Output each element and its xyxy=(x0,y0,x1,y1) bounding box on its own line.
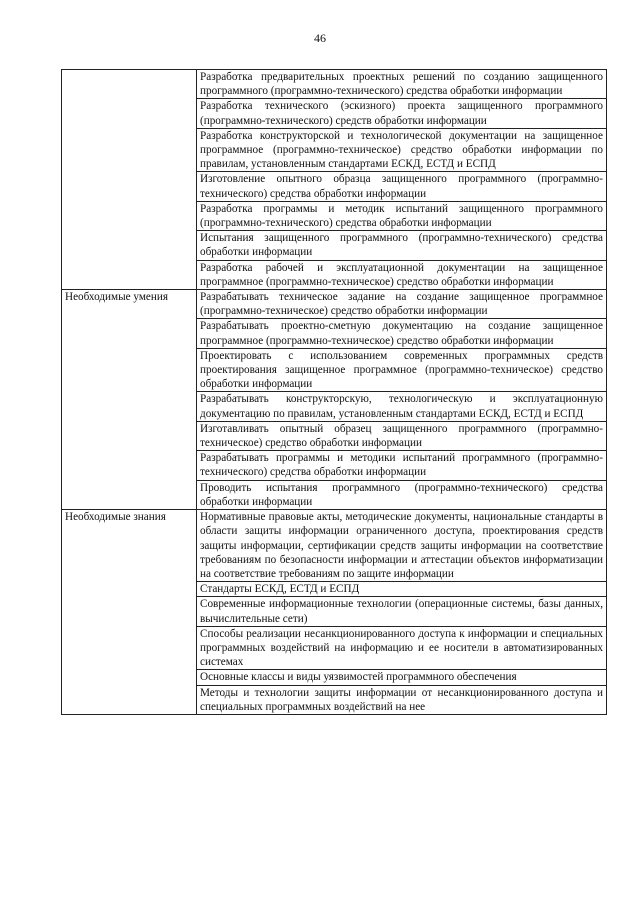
table-cell-text: Разработка технического (эскизного) проекта защищенного программного (программно-технического) средств обработки информации xyxy=(197,99,607,128)
table-cell-text: Разработка конструкторской и технологической документации на защищенное программное (программно-техническое) средство обработки информации по правилам, установленным стандартами ЕСКД, ЕСТД и ЕСПД xyxy=(197,128,607,172)
table-cell-text: Разработка программы и методик испытаний защищенного программного (программно-технического) средства обработки информации xyxy=(197,201,607,230)
table-cell-text: Изготавливать опытный образец защищенного программного (программно-техническое) средство обработки информации xyxy=(197,421,607,450)
table-cell-text: Изготовление опытного образца защищенного программного (программно-технического) средства обработки информации xyxy=(197,172,607,201)
table-cell-text: Способы реализации несанкционированного доступа к информации и специальных программных воздействий на информацию и ее носители в автоматизированных системах xyxy=(197,626,607,670)
table-cell-text: Разрабатывать конструкторскую, технологическую и эксплуатационную документацию по правилам, установленным стандартами ЕСКД, ЕСТД и ЕСПД xyxy=(197,392,607,421)
table-cell-text: Разработка рабочей и эксплуатационной документации на защищенное программное (программно-техническое) средство обработки информации xyxy=(197,260,607,289)
table-body xyxy=(62,70,607,715)
section-label: Необходимые умения xyxy=(62,290,197,510)
table-cell-text: Нормативные правовые акты, методические документы, национальные стандарты в области защиты информации ограниченного доступа, проектирования средств защиты информации, сертификации средств защиты информации на соответствие требованиям по безопасности информации и аттестации объектов информатизации на соответствие требованиям по защите информации xyxy=(197,510,607,582)
table-cell-text: Проводить испытания программного (программно-технического) средства обработки информации xyxy=(197,480,607,509)
table-cell-text: Основные классы и виды уязвимостей программного обеспечения xyxy=(197,670,607,685)
table-cell-text: Проектировать с использованием современных программных средств проектирования защищенное программное (программно-техническое) средство обработки информации xyxy=(197,348,607,392)
table-cell-text: Разрабатывать программы и методики испытаний программного (программно-технического) средства обработки информации xyxy=(197,451,607,480)
table-cell-text: Разработка предварительных проектных решений по созданию защищенного программного (программно-технического) средства обработки информации xyxy=(197,70,607,99)
page-number: 46 xyxy=(314,31,326,45)
section-label: Необходимые знания xyxy=(62,510,197,715)
table-cell-text: Испытания защищенного программного (программно-технического) средства обработки информации xyxy=(197,231,607,260)
table-cell-text: Разрабатывать техническое задание на создание защищенное программное (программно-техническое) средство обработки информации xyxy=(197,290,607,319)
competency-table xyxy=(61,69,607,715)
table-cell-text: Современные информационные технологии (операционные системы, базы данных, вычислительные сети) xyxy=(197,597,607,626)
table-cell-text: Стандарты ЕСКД, ЕСТД и ЕСПД xyxy=(197,582,607,597)
table-row xyxy=(62,290,607,319)
table-row xyxy=(62,510,607,582)
table-row xyxy=(62,70,607,99)
table-cell-text: Разрабатывать проектно-сметную документацию на создание защищенное программное (программно-техническое) средство обработки информации xyxy=(197,319,607,348)
section-label xyxy=(62,70,197,290)
table-cell-text: Методы и технологии защиты информации от несанкционированного доступа и специальных программных воздействий на нее xyxy=(197,685,607,714)
